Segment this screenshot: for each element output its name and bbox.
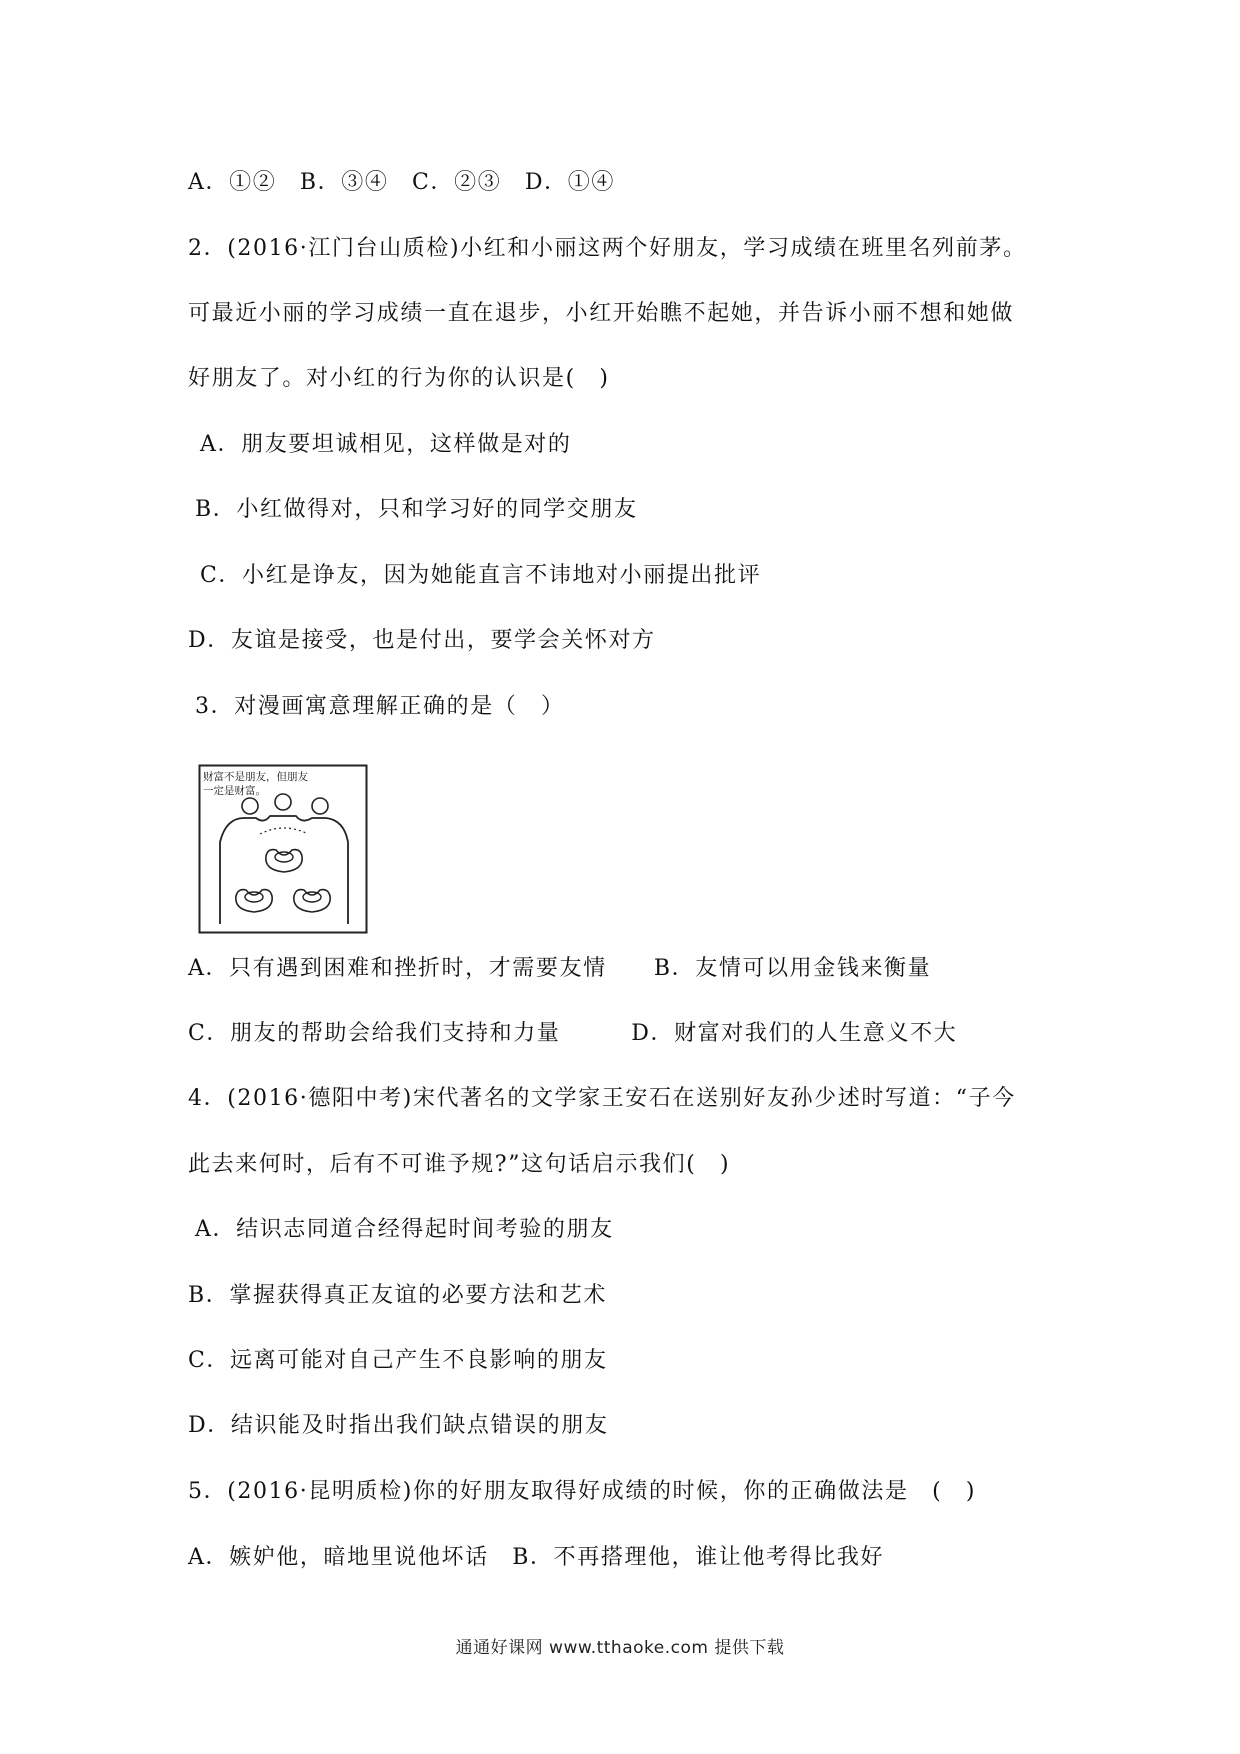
q2-stem-line-1: 2．(2016·江门台山质检)小红和小丽这两个好朋友，学习成绩在班里名列前茅。 [188, 236, 1027, 261]
cartoon-drawing [198, 764, 368, 934]
q5-options-ab: A．嫉妒他，暗地里说他坏话 B．不再搭理他，谁让他考得比我好 [188, 1545, 885, 1570]
q4-option-d: D．结识能及时指出我们缺点错误的朋友 [188, 1413, 609, 1438]
q3-options-ab: A．只有遇到困难和挫折时，才需要友情 B．友情可以用金钱来衡量 [188, 956, 932, 981]
q2-option-c: C．小红是诤友，因为她能直言不讳地对小丽提出批评 [200, 563, 762, 588]
q4-option-a: A．结识志同道合经得起时间考验的朋友 [195, 1217, 614, 1242]
cartoon-illustration [198, 764, 368, 934]
q3-options-cd: C．朋友的帮助会给我们支持和力量 D．财富对我们的人生意义不大 [188, 1021, 958, 1046]
footer-download-note: 通通好课网 www.tthaoke.com 提供下载 [455, 1638, 785, 1658]
q2-stem-line-2: 可最近小丽的学习成绩一直在退步，小红开始瞧不起她，并告诉小丽不想和她做 [188, 301, 1015, 326]
q3-stem: 3．对漫画寓意理解正确的是（ ） [195, 694, 565, 719]
q2-option-b: B．小红做得对，只和学习好的同学交朋友 [195, 497, 638, 522]
q5-stem: 5．(2016·昆明质检)你的好朋友取得好成绩的时候，你的正确做法是 ( ) [188, 1479, 977, 1504]
q1-options: A．①② B．③④ C．②③ D．①④ [188, 170, 615, 195]
q4-option-b: B．掌握获得真正友谊的必要方法和艺术 [188, 1283, 607, 1308]
q4-option-c: C．远离可能对自己产生不良影响的朋友 [188, 1348, 608, 1373]
q2-option-d: D．友谊是接受，也是付出，要学会关怀对方 [188, 628, 656, 653]
cartoon-caption-line-1: 财富不是朋友，但朋友 [203, 771, 308, 783]
q4-stem-line-2: 此去来何时，后有不可谁予规?”这句话启示我们( ) [188, 1152, 731, 1177]
q2-stem-line-3: 好朋友了。对小红的行为你的认识是( ) [188, 366, 610, 391]
q2-option-a: A．朋友要坦诚相见，这样做是对的 [200, 432, 572, 457]
q4-stem-line-1: 4．(2016·德阳中考)宋代著名的文学家王安石在送别好友孙少述时写道：“子今 [188, 1086, 1016, 1111]
cartoon-caption-line-2: 一定是财富。 [203, 785, 266, 797]
